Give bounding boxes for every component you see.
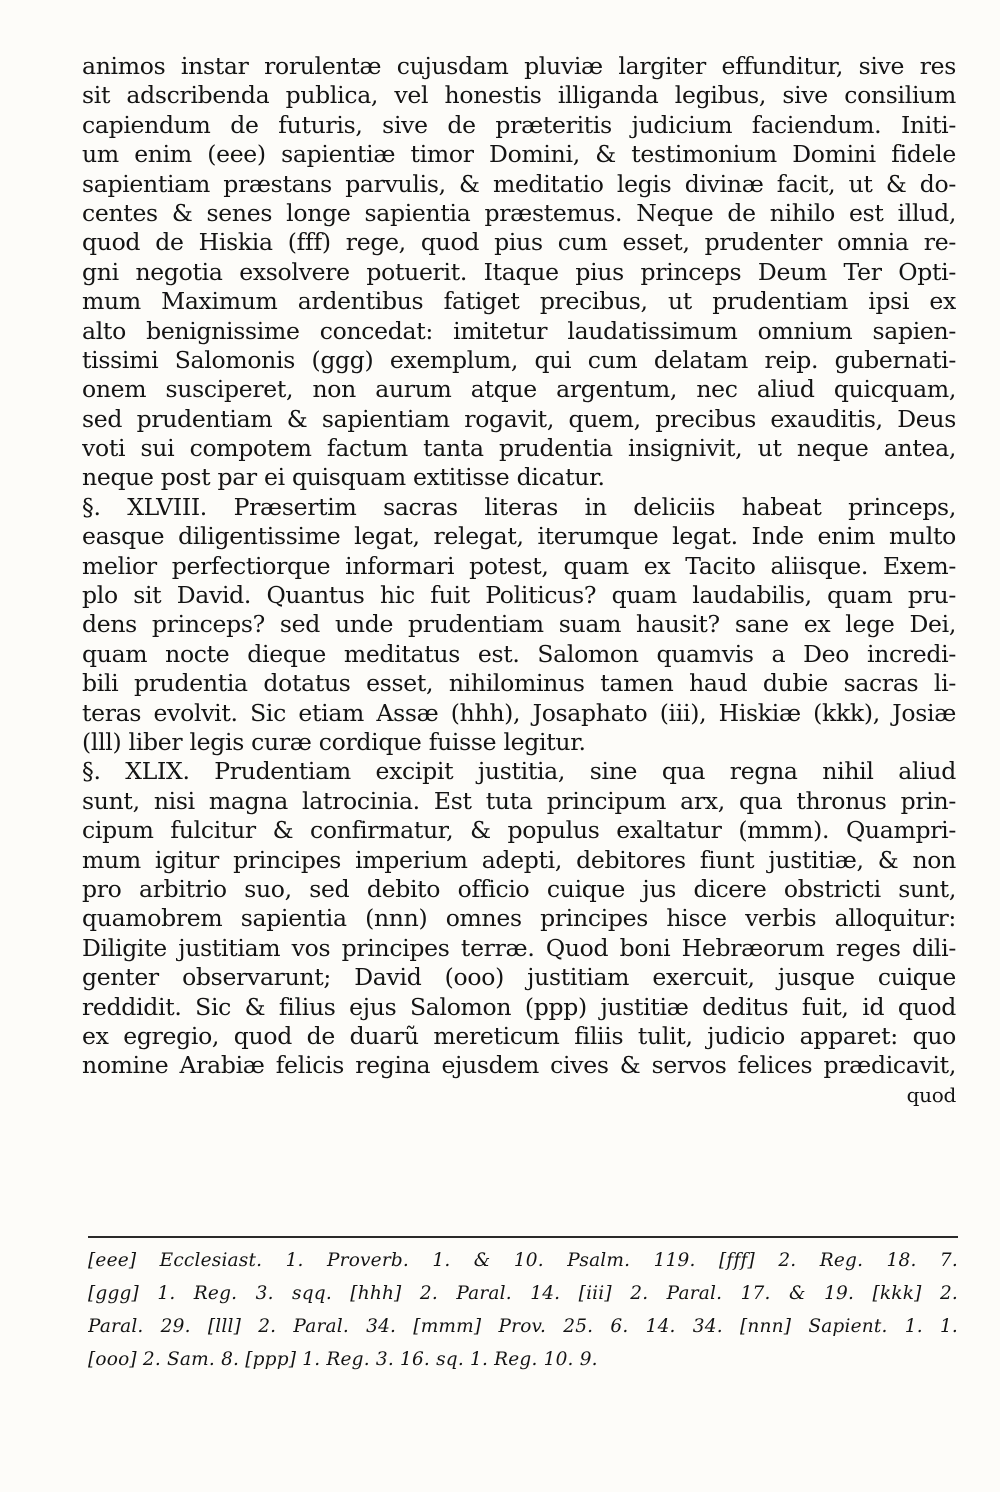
catchword: quod [906,1082,956,1107]
text-line: bili prudentia dotatus esset, nihilominus tamen haud dubie sacras li- [82,669,956,698]
main-text [82,52,956,1110]
text-line: voti sui compotem factum tanta prudentia insignivit, ut neque antea, [82,434,956,463]
text-line: mum igitur principes imperium adepti, debitores fiunt justitiæ, & non [82,845,956,874]
section-heading-line: §. XLVIII. Præsertim sacras literas in deliciis habeat princeps, [82,492,956,521]
footnotes [88,1244,958,1376]
text-line: dens princeps? sed unde prudentiam suam hausit? sane ex lege Dei, [82,610,956,639]
text-line: cipum fulcitur & confirmatur, & populus exaltatur (mmm). Quampri- [82,816,956,845]
footnote-rule [88,1236,958,1238]
text-line: (lll) liber legis curæ cordique fuisse legitur. [82,727,586,756]
text-line: tissimi Salomonis (ggg) exemplum, qui cum delatam reip. gubernati- [82,345,956,374]
text-line: ex egregio, quod de duarũ mereticum filiis tulit, judicio apparet: quo [82,1021,956,1050]
text-line: gni negotia exsolvere potuerit. Itaque pius princeps Deum Ter Opti- [82,257,956,286]
text-line: capiendum de futuris, sive de præteritis judicium faciendum. Initi- [82,110,956,139]
section-heading-line: §. XLIX. Prudentiam excipit justitia, sine qua regna nihil aliud [82,757,956,786]
footnote-line: [ooo] 2. Sam. 8. [ppp] 1. Reg. 3. 16. sq. 1. Reg. 10. 9. [88,1349,598,1370]
footnote-line: [ggg] 1. Reg. 3. sqq. [hhh] 2. Paral. 14. [iii] 2. Paral. 17. & 19. [kkk] 2. [88,1283,958,1304]
text-line: sapientiam præstans parvulis, & meditatio legis divinæ facit, ut & do- [82,169,956,198]
text-line: quamobrem sapientia (nnn) omnes principes hisce verbis alloquitur: [82,904,956,933]
text-line: teras evolvit. Sic etiam Assæ (hhh), Josaphato (iii), Hiskiæ (kkk), Josiæ [82,698,956,727]
text-line: quod de Hiskia (fff) rege, quod pius cum esset, prudenter omnia re- [82,228,956,257]
text-line: Diligite justitiam vos principes terræ. Quod boni Hebræorum reges dili- [82,933,956,962]
text-line: reddidit. Sic & filius ejus Salomon (ppp) justitiæ deditus fuit, id quod [82,992,956,1021]
text-line: quam nocte dieque meditatus est. Salomon quamvis a Deo incredi- [82,639,956,668]
text-line: alto benignissime concedat: imitetur laudatissimum omnium sapien- [82,316,956,345]
text-line: sit adscribenda publica, vel honestis illiganda legibus, sive consilium [82,81,956,110]
text-line: animos instar rorulentæ cujusdam pluviæ largiter effunditur, sive res [82,52,956,80]
text-line: onem susciperet, non aurum atque argentum, nec aliud quicquam, [82,375,956,404]
text-line: easque diligentissime legat, relegat, iterumque legat. Inde enim multo [82,522,956,551]
text-line: plo sit David. Quantus hic fuit Politicus? quam laudabilis, quam pru- [82,581,956,610]
text-line: genter observarunt; David (ooo) justitiam exercuit, jusque cuique [82,963,956,992]
text-line: mum Maximum ardentibus fatiget precibus, ut prudentiam ipsi ex [82,287,956,316]
text-line: nomine Arabiæ felicis regina ejusdem cives & servos felices prædicavit, [82,1051,956,1080]
text-line: sed prudentiam & sapientiam rogavit, quem, precibus exauditis, Deus [82,404,956,433]
text-line: pro arbitrio suo, sed debito officio cuique jus dicere obstricti sunt, [82,874,956,903]
footnote-line: [eee] Ecclesiast. 1. Proverb. 1. & 10. Psalm. 119. [fff] 2. Reg. 18. 7. [88,1250,958,1271]
footnote-line: Paral. 29. [lll] 2. Paral. 34. [mmm] Prov. 25. 6. 14. 34. [nnn] Sapient. 1. 1. [88,1316,958,1337]
text-line: sunt, nisi magna latrocinia. Est tuta principum arx, qua thronus prin- [82,786,956,815]
text-line: melior perfectiorque informari potest, quam ex Tacito aliisque. Exem- [82,551,956,580]
text-line: neque post par ei quisquam extitisse dicatur. [82,463,605,492]
text-line: um enim (eee) sapientiæ timor Domini, & testimonium Domini fidele [82,140,956,169]
text-line: centes & senes longe sapientia præstemus. Neque de nihilo est illud, [82,198,956,227]
